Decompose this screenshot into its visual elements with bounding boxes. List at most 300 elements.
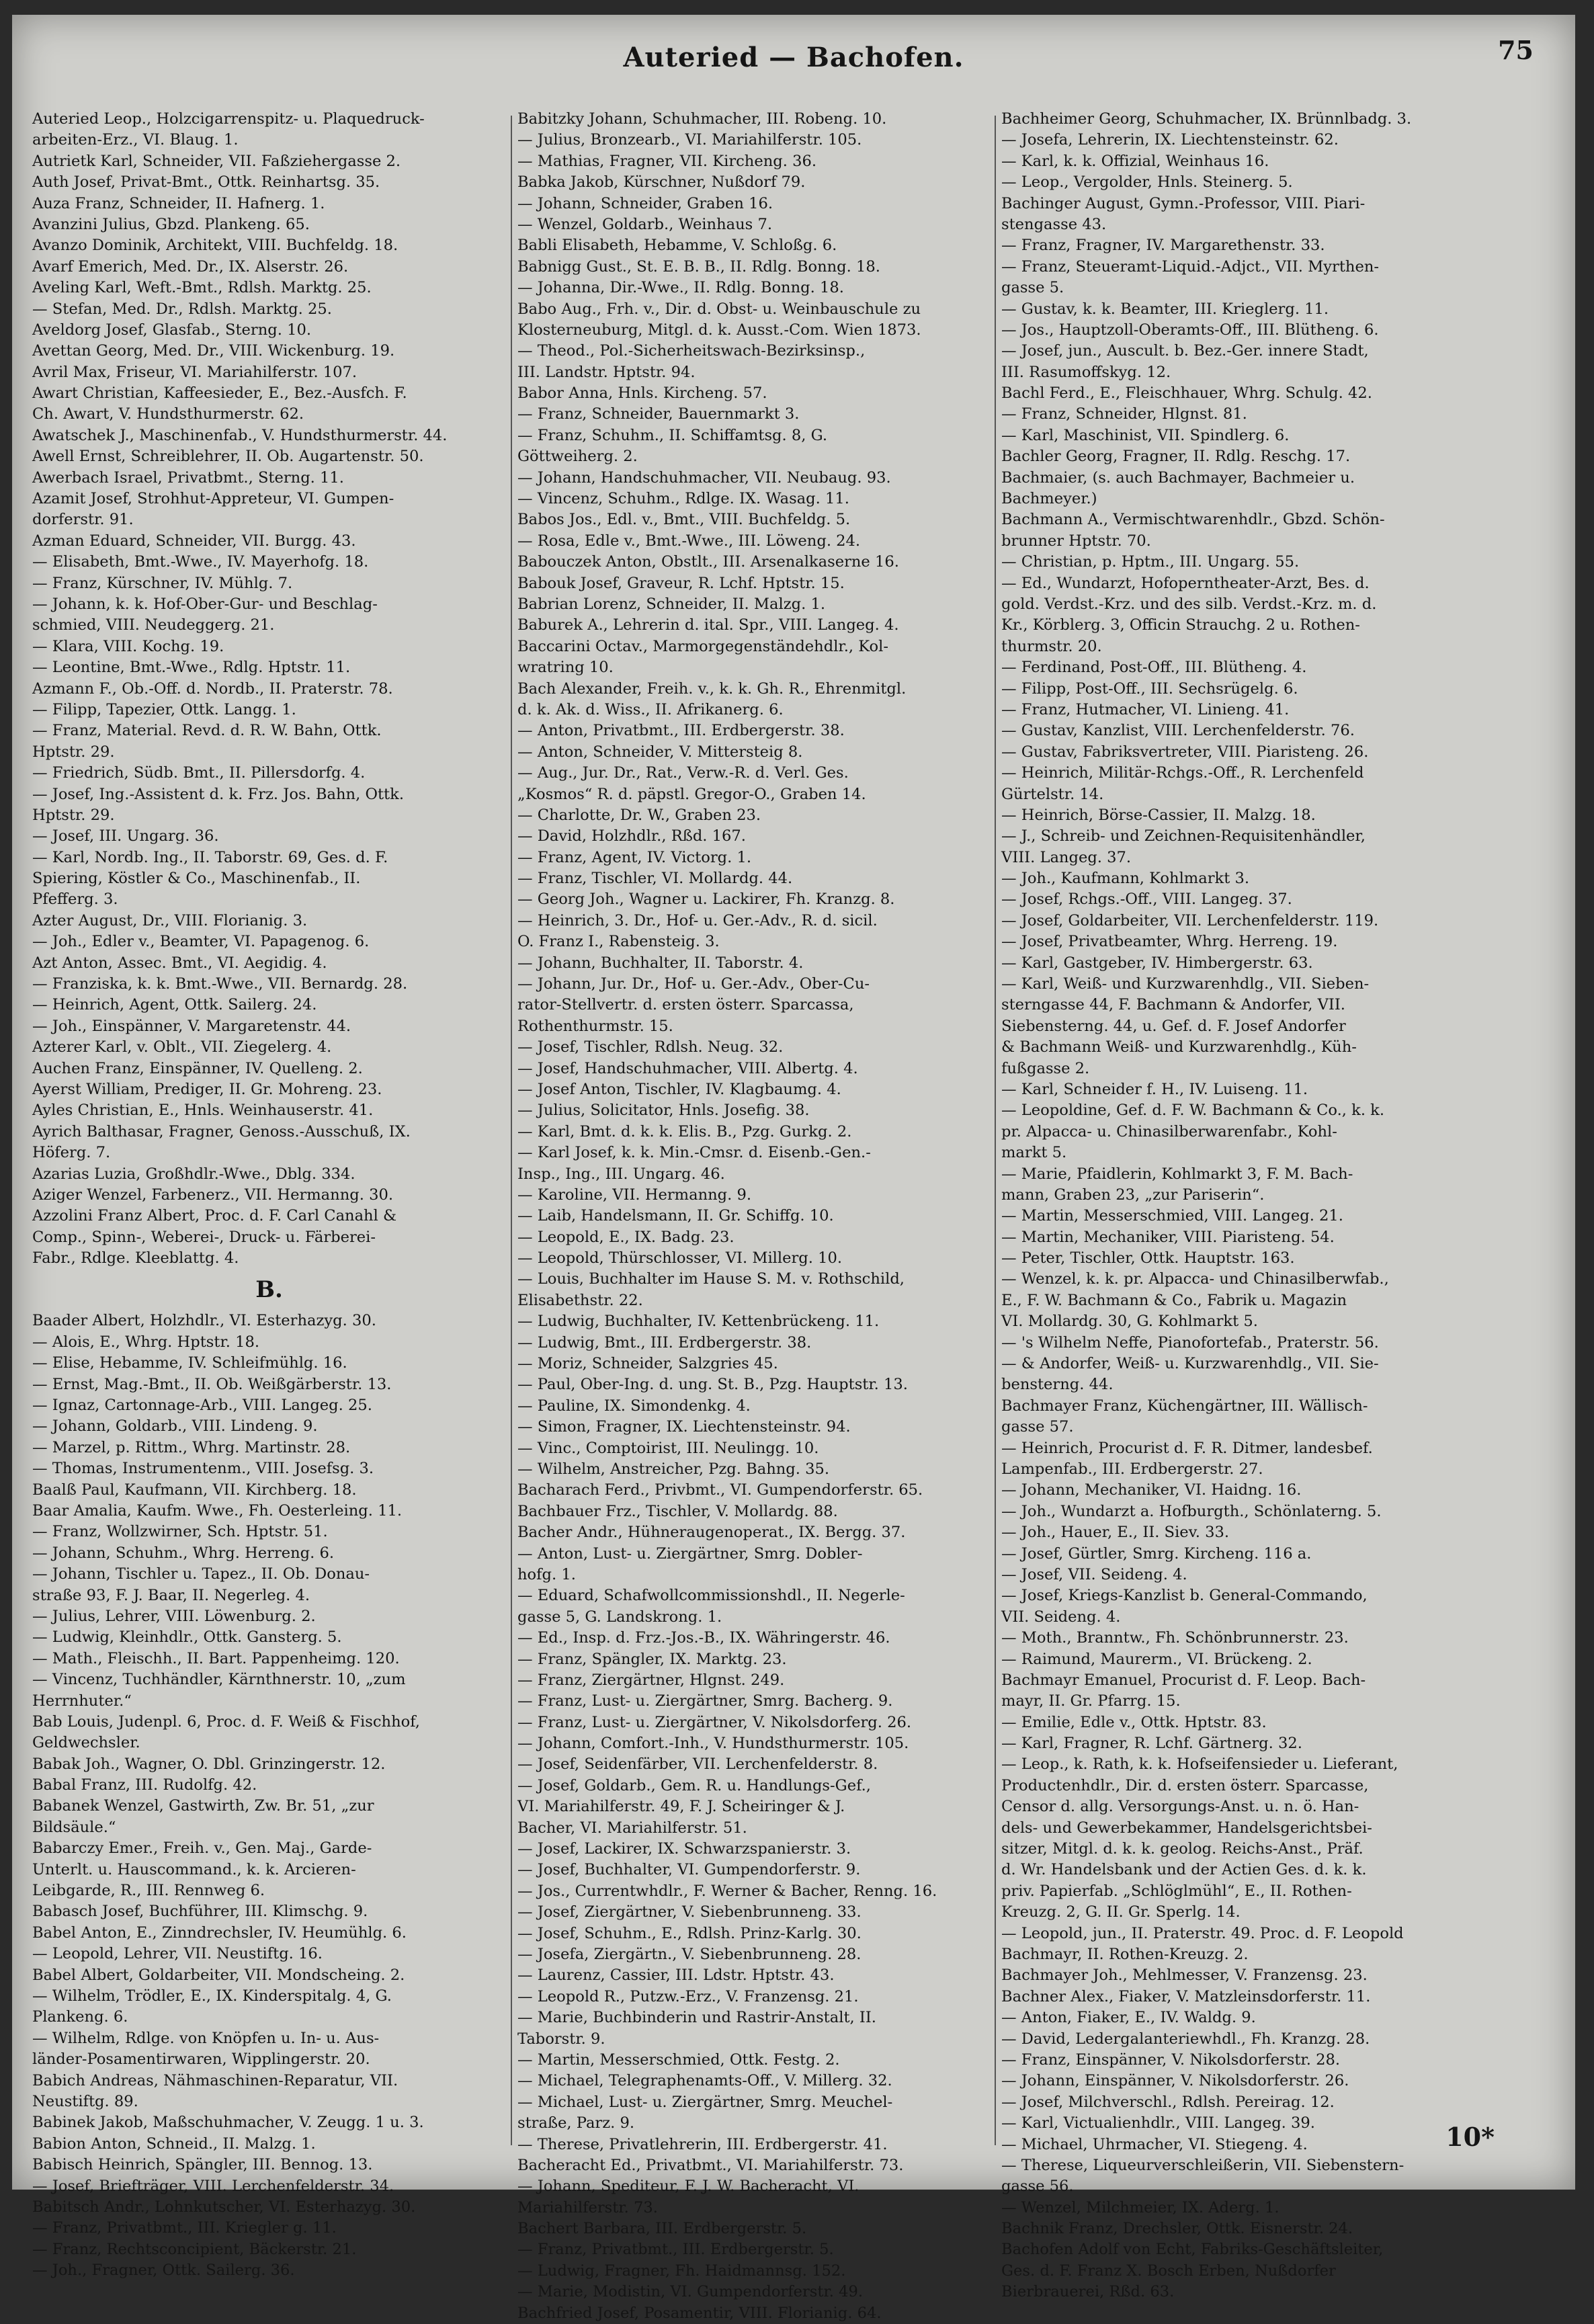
directory-entry-line: Bierbrauerei, Rßd. 63. [1001,2283,1175,2301]
directory-entry-line: d. k. Ak. d. Wiss., II. Afrikanerg. 6. [517,700,784,718]
directory-entry-line: gasse 5. [1001,279,1064,297]
section-heading: B. [255,1276,283,1304]
directory-entry-line: Babitzky Johann, Schuhmacher, III. Robeng. 10. [517,110,887,128]
directory-entry-line: — Josef Anton, Tischler, IV. Klagbaumg. 4. [517,1080,841,1098]
directory-entry-line: — Karl, Victualienhdlr., VIII. Langeg. 39. [1001,2114,1315,2132]
directory-entry-line: Bacher, VI. Mariahilferstr. 51. [517,1819,747,1837]
directory-entry-line: Gürtelstr. 14. [1001,785,1104,803]
directory-entry-line: Babor Anna, Hnls. Kircheng. 57. [517,384,767,403]
directory-entry-line: Azterer Karl, v. Oblt., VII. Ziegelerg. 4. [32,1038,332,1056]
directory-entry-line: — Karl, Gastgeber, IV. Himbergerstr. 63. [1001,954,1313,972]
column-middle [517,109,991,2324]
directory-entry-line: — Vincenz, Tuchhändler, Kärnthnerstr. 10, „zum [32,1671,406,1689]
directory-entry-line: — Karl, Schneider f. H., IV. Luiseng. 11. [1001,1080,1308,1098]
directory-entry-line: sterngasse 44, F. Bachmann & Andorfer, VII. [1001,996,1345,1014]
directory-entry-line: & Bachmann Weiß- und Kurzwarenhdlg., Küh- [1001,1038,1357,1056]
directory-entry-line: — Joh., Fragner, Ottk. Sailerg. 36. [32,2261,295,2280]
directory-entry-line: — Karl, Maschinist, VII. Spindlerg. 6. [1001,426,1290,444]
directory-entry-line: Baalß Paul, Kaufmann, VII. Kirchberg. 18. [32,1481,357,1499]
directory-entry-line: Bachmayr, II. Rothen-Kreuzg. 2. [1001,1945,1249,1963]
directory-entry-line: Höferg. 7. [32,1144,111,1162]
page-number: 75 [1498,35,1534,65]
directory-entry-line: — Martin, Mechaniker, VIII. Piaristeng. 54. [1001,1228,1335,1246]
directory-entry-line: — Emilie, Edle v., Ottk. Hptstr. 83. [1001,1713,1267,1731]
directory-entry-line: Ayrich Balthasar, Fragner, Genoss.-Ausschuß, IX. [32,1122,411,1140]
directory-entry-line: — Franz, Material. Revd. d. R. W. Bahn, Ottk. [32,722,382,740]
directory-entry-line: — Leontine, Bmt.-Wwe., Rdlg. Hptstr. 11. [32,659,351,677]
directory-entry-line: — Heinrich, Militär-Rchgs.-Off., R. Lerchenfeld [1001,764,1364,782]
column-divider [511,116,512,2145]
directory-entry-line: — Simon, Fragner, IX. Liechtensteinstr. 94. [517,1418,851,1436]
directory-entry-line: Mariahilferstr. 73. [517,2198,658,2216]
directory-entry-line: — Joh., Einspänner, V. Margaretenstr. 44. [32,1017,351,1035]
directory-entry-line: gasse 56. [1001,2177,1074,2196]
directory-entry-line: — David, Holzhdlr., Rßd. 167. [517,827,746,845]
directory-entry-line: — Johann, Schuhm., Whrg. Herreng. 6. [32,1544,335,1562]
directory-entry-line: — Marie, Modistin, VI. Gumpendorferstr. 49. [517,2283,864,2301]
directory-entry-line: wratring 10. [517,659,614,677]
directory-entry-line: III. Landstr. Hptstr. 94. [517,363,696,381]
directory-entry-line: — Michael, Telegraphenamts-Off., V. Millerg. 32. [517,2072,892,2090]
directory-entry-line: — Josefa, Lehrerin, IX. Liechtensteinstr. 62. [1001,131,1339,149]
directory-entry-line: — Johann, Comfort.-Inh., V. Hundsthurmerstr. 105. [517,1735,909,1753]
directory-entry-line: — Ludwig, Buchhalter, IV. Kettenbrückeng. 11. [517,1313,880,1331]
directory-entry-line: Plankeng. 6. [32,2008,128,2026]
directory-entry-line: — Ignaz, Cartonnage-Arb., VIII. Langeg. 25. [32,1397,372,1415]
directory-entry-line: Fabr., Rdlge. Kleeblattg. 4. [32,1249,239,1268]
directory-entry-line: Babich Andreas, Nähmaschinen-Reparatur, VII. [32,2071,398,2089]
directory-entry-line: — Josef, Briefträger, VIII. Lerchenfelderstr. 34. [32,2177,394,2195]
directory-entry-line: „Kosmos“ R. d. päpstl. Gregor-O., Graben 14. [517,785,866,803]
directory-entry-line: Avarf Emerich, Med. Dr., IX. Alserstr. 26. [32,257,349,276]
directory-entry-line: — Therese, Privatlehrerin, III. Erdbergerstr. 41. [517,2135,888,2153]
column-right [1001,109,1475,2303]
directory-entry-line: priv. Papierfab. „Schlöglmühl“, E., II. Rothen- [1001,1882,1352,1900]
directory-entry-line: Insp., Ing., III. Ungarg. 46. [517,1165,725,1183]
directory-entry-line: Bachert Barbara, III. Erdbergerstr. 5. [517,2220,807,2238]
directory-entry-line: — Jos., Currentwhdlr., F. Werner & Bacher, Renng. 16. [517,1882,937,1900]
directory-entry-line: stengasse 43. [1001,215,1107,233]
directory-entry-line: III. Rasumoffskyg. 12. [1001,363,1171,381]
directory-entry-line: — Johann, Schneider, Graben 16. [517,194,773,212]
directory-entry-line: — Rosa, Edle v., Bmt.-Wwe., III. Löweng. 24. [517,532,861,550]
directory-entry-line: Avanzo Dominik, Architekt, VIII. Buchfeldg. 18. [32,237,398,255]
directory-entry-line: Leibgarde, R., III. Rennweg 6. [32,1882,265,1900]
directory-entry-line: — Laurenz, Cassier, III. Ldstr. Hptstr. 43. [517,1966,835,1985]
directory-entry-line: — Franz, Einspänner, V. Nikolsdorferstr. 28. [1001,2050,1341,2069]
directory-entry-line: — Franz, Schuhm., II. Schiffamtsg. 8, G. [517,426,828,444]
directory-entry-line: — Christian, p. Hptm., III. Ungarg. 55. [1001,553,1300,571]
directory-entry-line: — Josef, Goldarb., Gem. R. u. Handlungs-Gef., [517,1776,871,1794]
directory-entry-line: — Josef, Milchverschl., Rdlsh. Pereirag. 12. [1001,2093,1335,2111]
directory-entry-line: — Filipp, Tapezier, Ottk. Langg. 1. [32,700,296,718]
directory-entry-line: hofg. 1. [517,1565,576,1583]
directory-entry-line: Bachler Georg, Fragner, II. Rdlg. Reschg. 17. [1001,448,1351,466]
directory-entry-line: — Franz, Privatbmt., III. Erdbergerstr. 5. [517,2241,834,2259]
directory-entry-line: Bachinger August, Gymn.-Professor, VIII. Piari- [1001,194,1366,212]
directory-entry-line: — Josef, Rchgs.-Off., VIII. Langeg. 37. [1001,890,1292,909]
directory-entry-line: Bacharach Ferd., Privbmt., VI. Gumpendorferstr. 65. [517,1481,923,1499]
directory-entry-line: straße 93, F. J. Baar, II. Negerleg. 4. [32,1586,310,1604]
directory-entry-line: — Josef, III. Ungarg. 36. [32,827,219,845]
directory-entry-line: Neustiftg. 89. [32,2092,138,2110]
page-header: Auteried — Bachofen. [623,42,964,73]
directory-entry-line: — Leop., k. Rath, k. k. Hofseifensieder u. Lieferant, [1001,1755,1398,1774]
directory-entry-line: Awerbach Israel, Privatbmt., Sterng. 11. [32,468,344,487]
directory-entry-line: — Josef, Tischler, Rdlsh. Neug. 32. [517,1038,784,1056]
directory-entry-line: Bachnik Franz, Drechsler, Ottk. Eisnerstr. 24. [1001,2220,1353,2238]
directory-entry-line: — Franz, Schneider, Bauernmarkt 3. [517,405,800,423]
directory-entry-line: — Heinrich, Procurist d. F. R. Ditmer, landesbef. [1001,1439,1373,1457]
directory-entry-line: Babasch Josef, Buchführer, III. Klimschg. 9. [32,1903,368,1921]
directory-entry-line: Klosterneuburg, Mitgl. d. k. Ausst.-Com. Wien 1873. [517,321,921,339]
directory-entry-line: Aveldorg Josef, Glasfab., Sterng. 10. [32,321,312,339]
directory-entry-line: — & Andorfer, Weiß- u. Kurzwarenhdlg., VII. Sie- [1001,1355,1379,1373]
directory-entry-line: Bachofen Adolf von Echt, Fabriks-Geschäftsleiter, [1001,2241,1384,2259]
directory-entry-line: Babos Jos., Edl. v., Bmt., VIII. Buchfeldg. 5. [517,511,851,529]
directory-entry-line: — Heinrich, Börse-Cassier, II. Malzg. 18. [1001,806,1316,824]
directory-entry-line: VI. Mariahilferstr. 49, F. J. Scheiringer & J. [517,1798,845,1816]
directory-entry-line: pr. Alpacca- u. Chinasilberwarenfabr., Kohl- [1001,1122,1337,1140]
directory-entry-line: — Franz, Hutmacher, VI. Linieng. 41. [1001,700,1290,718]
directory-entry-line: VI. Mollardg. 30, G. Kohlmarkt 5. [1001,1313,1258,1331]
directory-entry-line: Babel Anton, E., Zinndrechsler, IV. Heumühlg. 6. [32,1923,407,1942]
directory-entry-line: VII. Seideng. 4. [1001,1608,1121,1626]
directory-entry-line: — Josef, Gürtler, Smrg. Kircheng. 116 a. [1001,1544,1312,1563]
directory-entry-line: Bachmayer Joh., Mehlmesser, V. Franzensg. 23. [1001,1966,1368,1985]
directory-entry-line: — Leopold, Lehrer, VII. Neustiftg. 16. [32,1945,323,1963]
directory-entry-line: — Peter, Tischler, Ottk. Hauptstr. 163. [1001,1249,1295,1268]
directory-entry-line: — Friedrich, Südb. Bmt., II. Pillersdorfg. 4. [32,764,366,782]
directory-entry-line: — Wenzel, Milchmeier, IX. Aderg. 1. [1001,2198,1280,2216]
directory-entry-line: Bachmaier, (s. auch Bachmayer, Bachmeier u. [1001,468,1355,487]
directory-entry-line: — Joh., Hauer, E., II. Siev. 33. [1001,1524,1230,1542]
directory-entry-line: Babouk Josef, Graveur, R. Lchf. Hptstr. 15. [517,574,845,592]
directory-page [12,15,1575,2322]
directory-entry-line: — Franz, Kürschner, IV. Mühlg. 7. [32,574,293,592]
directory-entry-line: bensterng. 44. [1001,1376,1114,1394]
directory-entry-line: schmied, VIII. Neudeggerg. 21. [32,616,275,634]
directory-entry-line: — Elise, Hebamme, IV. Schleifmühlg. 16. [32,1354,347,1372]
directory-entry-line: — Julius, Solicitator, Hnls. Josefig. 38. [517,1102,810,1120]
directory-entry-line: sitzer, Mitgl. d. k. k. geolog. Reichs-Anst., Präf. [1001,1840,1364,1858]
directory-entry-line: Bacher Andr., Hühneraugenoperat., IX. Bergg. 37. [517,1524,906,1542]
directory-entry-line: — Karoline, VII. Hermanng. 9. [517,1186,752,1204]
directory-entry-line: — Josef, Kriegs-Kanzlist b. General-Commando, [1001,1587,1368,1605]
signature-mark: 10* [1445,2122,1495,2152]
directory-entry-line: — Leop., Vergolder, Hnls. Steinerg. 5. [1001,173,1293,192]
directory-entry-line: gasse 5, G. Landskrong. 1. [517,1608,722,1626]
directory-entry-line: — Wenzel, Goldarb., Weinhaus 7. [517,215,772,233]
directory-entry-line: Taborstr. 9. [517,2030,605,2048]
directory-entry-line: — Joh., Kaufmann, Kohlmarkt 3. [1001,870,1250,888]
directory-entry-line: — Josef, VII. Seideng. 4. [1001,1565,1187,1583]
directory-entry-line: Babal Franz, III. Rudolfg. 42. [32,1776,257,1794]
directory-entry-line: Avettan Georg, Med. Dr., VIII. Wickenburg. 19. [32,342,395,360]
directory-entry-line: Awart Christian, Kaffeesieder, E., Bez.-Ausfch. F. [32,384,407,403]
directory-entry-line: — Franz, Tischler, VI. Mollardg. 44. [517,870,793,888]
directory-entry-line: — Theod., Pol.-Sicherheitswach-Bezirksinsp., [517,342,866,360]
directory-entry-line: — Johann, Einspänner, V. Nikolsdorferstr. 26. [1001,2072,1349,2090]
directory-entry-line: Herrnhuter.“ [32,1692,132,1710]
directory-entry-line: mann, Graben 23, „zur Pariserin“. [1001,1186,1265,1204]
directory-entry-line: Azt Anton, Assec. Bmt., VI. Aegidig. 4. [32,954,327,972]
directory-entry-line: — Johann, Jur. Dr., Hof- u. Ger.-Adv., Ober-Cu- [517,975,870,993]
directory-entry-line: — Marzel, p. Rittm., Whrg. Martinstr. 28. [32,1438,351,1456]
directory-entry-line: — Michael, Lust- u. Ziergärtner, Smrg. Meuchel- [517,2093,893,2111]
directory-entry-line: Pfefferg. 3. [32,890,118,909]
directory-entry-line: — Franz, Schneider, Hlgnst. 81. [1001,405,1247,423]
directory-entry-line: — Karl, Weiß- und Kurzwarenhdlg., VII. Sieben- [1001,975,1370,993]
directory-entry-line: — Ed., Wundarzt, Hofoperntheater-Arzt, Bes. d. [1001,574,1370,592]
directory-entry-line: Spiering, Köstler & Co., Maschinenfab., II. [32,870,361,888]
directory-entry-line: gold. Verdst.-Krz. und des silb. Verdst.-Krz. m. d. [1001,595,1377,613]
directory-entry-line: — J., Schreib- und Zeichnen-Requisitenhändler, [1001,827,1366,845]
directory-entry-line: — Leopold, jun., II. Praterstr. 49. Proc. d. F. Leopold [1001,1924,1404,1942]
directory-entry-line: Bachmayer Franz, Küchengärtner, III. Wällisch- [1001,1397,1368,1415]
directory-entry-line: — Wenzel, k. k. pr. Alpacca- und Chinasilberwfab., [1001,1270,1389,1288]
directory-entry-line: Ges. d. F. Franz X. Bosch Erben, Nußdorfer [1001,2261,1336,2280]
directory-entry-line: — Wilhelm, Anstreicher, Pzg. Bahng. 35. [517,1460,830,1478]
directory-entry-line: Azman Eduard, Schneider, VII. Burgg. 43. [32,532,356,550]
directory-entry-line: markt 5. [1001,1144,1067,1162]
directory-entry-line: Auth Josef, Privat-Bmt., Ottk. Reinhartsg. 35. [32,173,380,192]
directory-entry-line: — Johann, Tischler u. Tapez., II. Ob. Donau- [32,1565,370,1583]
directory-entry-line: E., F. W. Bachmann & Co., Fabrik u. Magazin [1001,1291,1347,1309]
directory-entry-line: — Franz, Wollzwirner, Sch. Hptstr. 51. [32,1523,328,1541]
directory-entry-line: Babnigg Gust., St. E. B. B., II. Rdlg. Bonng. 18. [517,257,880,276]
directory-entry-line: — Filipp, Post-Off., III. Sechsrügelg. 6. [1001,679,1298,698]
directory-entry-line: — Karl, Bmt. d. k. k. Elis. B., Pzg. Gurkg. 2. [517,1122,852,1140]
directory-entry-line: Auchen Franz, Einspänner, IV. Quelleng. 2. [32,1059,363,1077]
directory-entry-line: — Mathias, Fragner, VII. Kircheng. 36. [517,152,817,170]
directory-entry-line: — Ferdinand, Post-Off., III. Blütheng. 4. [1001,659,1307,677]
directory-entry-line: — Josef, Seidenfärber, VII. Lerchenfelderstr. 8. [517,1755,878,1774]
directory-entry-line: mayr, II. Gr. Pfarrg. 15. [1001,1692,1181,1710]
directory-entry-line: — Leopoldine, Gef. d. F. W. Bachmann & Co., k. k. [1001,1102,1385,1120]
directory-entry-line: Awatschek J., Maschinenfab., V. Hundsthurmerstr. 44. [32,426,448,444]
directory-entry-line: — Louis, Buchhalter im Hause S. M. v. Rothschild, [517,1270,905,1288]
directory-entry-line: — Anton, Lust- u. Ziergärtner, Smrg. Dobler- [517,1544,863,1563]
directory-entry-line: — Marie, Buchbinderin und Rastrir-Anstalt, II. [517,2009,876,2027]
directory-entry-line: rator-Stellvertr. d. ersten österr. Sparcassa, [517,996,854,1014]
directory-entry-line: — Julius, Lehrer, VIII. Löwenburg. 2. [32,1607,316,1625]
directory-entry-line: — Julius, Bronzearb., VI. Mariahilferstr. 105. [517,131,862,149]
directory-entry-line: Aveling Karl, Weft.-Bmt., Rdlsh. Marktg. 25. [32,279,372,297]
directory-entry-line: brunner Hptstr. 70. [1001,532,1151,550]
directory-entry-line: Azmann F., Ob.-Off. d. Nordb., II. Praterstr. 78. [32,679,393,698]
directory-entry-line: Auza Franz, Schneider, II. Hafnerg. 1. [32,194,325,212]
directory-entry-line: — Anton, Fiaker, E., IV. Waldg. 9. [1001,2009,1256,2027]
directory-entry-line: — Johann, Goldarb., VIII. Lindeng. 9. [32,1417,318,1436]
directory-entry-line: straße, Parz. 9. [517,2114,635,2132]
directory-entry-line: — Ernst, Mag.-Bmt., II. Ob. Weißgärberstr. 13. [32,1375,392,1393]
directory-entry-line: — Wilhelm, Rdlge. von Knöpfen u. In- u. Aus- [32,2029,380,2047]
directory-entry-line: — Johanna, Dir.-Wwe., II. Rdlg. Bonng. 18. [517,279,844,297]
directory-entry-line: — Johann, Handschuhmacher, VII. Neubaug. 93. [517,468,891,487]
directory-entry-line: Baccarini Octav., Marmorgegenständehdlr., Kol- [517,637,889,655]
directory-entry-line: Babouczek Anton, Obstlt., III. Arsenalkaserne 16. [517,553,899,571]
directory-entry-line: Censor d. allg. Versorgungs-Anst. u. n. ö. Han- [1001,1798,1359,1816]
directory-entry-line: Unterlt. u. Hauscommand., k. k. Arcieren- [32,1860,356,1878]
directory-entry-line: gasse 57. [1001,1418,1074,1436]
directory-entry-line: — Martin, Messerschmied, VIII. Langeg. 21. [1001,1207,1343,1225]
directory-entry-line: Autrietk Karl, Schneider, VII. Faßziehergasse 2. [32,152,401,170]
directory-entry-line: — Karl, k. k. Offizial, Weinhaus 16. [1001,152,1269,170]
directory-entry-line: — Vinc., Comptoirist, III. Neulingg. 10. [517,1439,819,1457]
directory-entry-line: Azamit Josef, Strohhut-Appreteur, VI. Gumpen- [32,490,394,508]
directory-entry-line: thurmstr. 20. [1001,637,1102,655]
directory-entry-line: Bacheracht Ed., Privatbmt., VI. Mariahilferstr. 73. [517,2156,904,2174]
directory-entry-line: VIII. Langeg. 37. [1001,848,1132,866]
directory-entry-line: — Ludwig, Bmt., III. Erdbergerstr. 38. [517,1333,812,1352]
directory-entry-line: — Josef, Schuhm., E., Rdlsh. Prinz-Karlg. 30. [517,1924,862,1942]
directory-entry-line: — Michael, Uhrmacher, VI. Stiegeng. 4. [1001,2135,1308,2153]
directory-entry-line: Baar Amalia, Kaufm. Wwe., Fh. Oesterleing. 11. [32,1502,403,1520]
directory-entry-line: Bachheimer Georg, Schuhmacher, IX. Brünnlbadg. 3. [1001,110,1412,128]
directory-entry-line: länder-Posamentirwaren, Wipplingerstr. 20. [32,2050,370,2069]
directory-entry-line: — Therese, Liqueurverschleißerin, VII. Siebenstern- [1001,2156,1404,2174]
directory-entry-line: — Elisabeth, Bmt.-Wwe., IV. Mayerhofg. 18. [32,553,369,571]
directory-entry-line: arbeiten-Erz., VI. Blaug. 1. [32,131,239,149]
directory-entry-line: Awell Ernst, Schreiblehrer, II. Ob. Augartenstr. 50. [32,448,424,466]
directory-entry-line: — Laib, Handelsmann, II. Gr. Schiffg. 10. [517,1207,834,1225]
directory-entry-line: Avril Max, Friseur, VI. Mariahilferstr. 107. [32,363,358,381]
directory-entry-line: Bachmayr Emanuel, Procurist d. F. Leop. Bach- [1001,1671,1366,1689]
column-left [32,109,506,2281]
directory-entry-line: — Josef, Privatbeamter, Whrg. Herreng. 19. [1001,933,1338,951]
directory-entry-line: — 's Wilhelm Neffe, Pianofortefab., Praterstr. 56. [1001,1333,1379,1352]
directory-entry-line: — Joh., Edler v., Beamter, VI. Papagenog. 6. [32,933,370,951]
directory-entry-line: — Franz, Spängler, IX. Marktg. 23. [517,1650,787,1668]
directory-entry-line: Productenhdlr., Dir. d. ersten österr. Sparcasse, [1001,1776,1369,1794]
directory-entry-line: Babel Albert, Goldarbeiter, VII. Mondscheing. 2. [32,1966,405,1984]
directory-entry-line: — Pauline, IX. Simondenkg. 4. [517,1397,751,1415]
directory-entry-line: — Raimund, Maurerm., VI. Brückeng. 2. [1001,1650,1312,1668]
directory-entry-line: Kr., Körblerg. 3, Officin Strauchg. 2 u. Rothen- [1001,616,1360,634]
directory-entry-line: — Moriz, Schneider, Salzgries 45. [517,1355,778,1373]
directory-entry-line: Bachmeyer.) [1001,490,1097,508]
directory-entry-line: Babo Aug., Frh. v., Dir. d. Obst- u. Weinbauschule zu [517,300,921,318]
directory-entry-line: — Martin, Messerschmied, Ottk. Festg. 2. [517,2050,840,2069]
directory-entry-line: Hptstr. 29. [32,743,115,761]
directory-entry-line: — Josef, jun., Auscult. b. Bez.-Ger. innere Stadt, [1001,342,1369,360]
directory-entry-line: Babrian Lorenz, Schneider, II. Malzg. 1. [517,595,826,613]
directory-entry-line: Bach Alexander, Freih. v., k. k. Gh. R., Ehrenmitgl. [517,679,907,698]
directory-entry-line: — Alois, E., Whrg. Hptstr. 18. [32,1333,260,1351]
directory-entry-line: — Franz, Privatbmt., III. Kriegler g. 11. [32,2219,337,2237]
directory-entry-line: Babinek Jakob, Maßschuhmacher, V. Zeugg. 1 u. 3. [32,2114,424,2132]
directory-entry-line: — Franz, Fragner, IV. Margarethenstr. 33. [1001,237,1325,255]
directory-entry-line: Lampenfab., III. Erdbergerstr. 27. [1001,1460,1263,1478]
directory-entry-line: Babion Anton, Schneid., II. Malzg. 1. [32,2134,316,2153]
directory-entry-line: — Karl Josef, k. k. Min.-Cmsr. d. Eisenb.-Gen.- [517,1144,871,1162]
directory-entry-line: Elisabethstr. 22. [517,1291,643,1309]
directory-entry-line: — Leopold, E., IX. Badg. 23. [517,1228,735,1246]
directory-entry-line: — Josef, Buchhalter, VI. Gumpendorferstr. 9. [517,1861,861,1879]
directory-entry-line: — Moth., Branntw., Fh. Schönbrunnerstr. 23. [1001,1629,1349,1647]
directory-entry-line: — Gustav, Kanzlist, VIII. Lerchenfelderstr. 76. [1001,722,1355,740]
directory-entry-line: Babanek Wenzel, Gastwirth, Zw. Br. 51, „zur [32,1797,374,1815]
directory-entry-line: Hptstr. 29. [32,806,115,824]
directory-entry-line: — Gustav, k. k. Beamter, III. Krieglerg. 11. [1001,300,1329,318]
directory-entry-line: — Anton, Privatbmt., III. Erdbergerstr. 38. [517,722,845,740]
directory-entry-line: — Marie, Pfaidlerin, Kohlmarkt 3, F. M. Bach- [1001,1165,1353,1183]
directory-entry-line: Babak Joh., Wagner, O. Dbl. Grinzingerstr. 12. [32,1755,386,1773]
directory-entry-line: dorferstr. 91. [32,511,134,529]
directory-entry-line: — Karl, Nordb. Ing., II. Taborstr. 69, Ges. d. F. [32,848,388,866]
directory-entry-line: — Thomas, Instrumentenm., VIII. Josefsg. 3. [32,1460,374,1478]
directory-entry-line: Kreuzg. 2, G. II. Gr. Sperlg. 14. [1001,1903,1241,1921]
directory-entry-line: — Klara, VIII. Kochg. 19. [32,637,224,655]
directory-entry-line: Göttweiherg. 2. [517,448,638,466]
directory-entry-line: — Franz, Lust- u. Ziergärtner, Smrg. Bacherg. 9. [517,1692,893,1710]
directory-entry-line: Auteried Leop., Holzcigarrenspitz- u. Plaquedruck- [32,110,425,128]
directory-entry-line: Ayles Christian, E., Hnls. Weinhauserstr. 41. [32,1102,374,1120]
directory-entry-line: — Ludwig, Kleinhdlr., Ottk. Gansterg. 5. [32,1628,342,1647]
directory-entry-line: — Josef, Goldarbeiter, VII. Lerchenfelderstr. 119. [1001,911,1379,929]
directory-entry-line: — Franz, Rechtsconcipient, Bäckerstr. 21. [32,2240,357,2258]
directory-entry-line: Bab Louis, Judenpl. 6, Proc. d. F. Weiß & Fischhof, [32,1712,420,1731]
directory-entry-line: — Josefa, Ziergärtn., V. Siebenbrunneng. 28. [517,1945,862,1963]
directory-entry-line: Azter August, Dr., VIII. Florianig. 3. [32,911,308,929]
directory-entry-line: dels- und Gewerbekammer, Handelsgerichtsbei- [1001,1819,1372,1837]
directory-entry-line: — Josef, Ziergärtner, V. Siebenbrunneng. 33. [517,1903,862,1921]
directory-entry-line: — Jos., Hauptzoll-Oberamts-Off., III. Blütheng. 6. [1001,321,1379,339]
directory-entry-line: — Franz, Ziergärtner, Hlgnst. 249. [517,1671,785,1689]
directory-entry-line: — Johann, Mechaniker, VI. Haidng. 16. [1001,1481,1302,1499]
directory-entry-line: O. Franz I., Rabensteig. 3. [517,933,720,951]
directory-entry-line: — Josef, Handschuhmacher, VIII. Albertg. 4. [517,1059,858,1077]
directory-entry-line: Rothenthurmstr. 15. [517,1017,673,1035]
directory-entry-line: — Franz, Agent, IV. Victorg. 1. [517,848,752,866]
directory-entry-line: — Paul, Ober-Ing. d. ung. St. B., Pzg. Hauptstr. 13. [517,1376,908,1394]
directory-entry-line: — Eduard, Schafwollcommissionshdl., II. Negerle- [517,1587,905,1605]
directory-entry-line: — Stefan, Med. Dr., Rdlsh. Marktg. 25. [32,300,332,318]
directory-entry-line: — David, Ledergalanteriewhdl., Fh. Kranzg. 28. [1001,2030,1370,2048]
directory-entry-line: Bachfried Josef, Posamentir, VIII. Florianig. 64. [517,2304,882,2322]
directory-entry-line: Baader Albert, Holzhdlr., VI. Esterhazyg. 30. [32,1312,376,1330]
directory-entry-line: fußgasse 2. [1001,1059,1090,1077]
directory-entry-line: Babitsch Andr., Lohnkutscher, VI. Esterhazyg. 30. [32,2198,416,2216]
directory-entry-line: — Ludwig, Fragner, Fh. Haidmannsg. 152. [517,2261,846,2280]
directory-entry-line: — Vincenz, Schuhm., Rdlge. IX. Wasag. 11. [517,490,849,508]
directory-entry-line: — Heinrich, 3. Dr., Hof- u. Ger.-Adv., R. d. sicil. [517,911,878,929]
directory-entry-line: Azarias Luzia, Großhdlr.-Wwe., Dblg. 334. [32,1165,355,1183]
directory-entry-line: — Wilhelm, Trödler, E., IX. Kinderspitalg. 4, G. [32,1987,392,2005]
directory-entry-line: — Leopold, Thürschlosser, VI. Millerg. 10. [517,1249,843,1268]
directory-entry-line: Avanzini Julius, Gbzd. Plankeng. 65. [32,215,310,233]
directory-entry-line: Babka Jakob, Kürschner, Nußdorf 79. [517,173,806,192]
directory-entry-line: — Leopold R., Putzw.-Erz., V. Franzensg. 21. [517,1987,859,2005]
column-divider [995,116,996,2145]
directory-entry-line: — Franz, Steueramt-Liquid.-Adjct., VII. Myrthen- [1001,257,1380,276]
directory-entry-line: Babarczy Emer., Freih. v., Gen. Maj., Garde- [32,1839,372,1858]
directory-entry-line: — Franziska, k. k. Bmt.-Wwe., VII. Bernardg. 28. [32,975,408,993]
directory-entry-line: Ch. Awart, V. Hundsthurmerstr. 62. [32,405,304,423]
directory-entry-line: Bachl Ferd., E., Fleischhauer, Whrg. Schulg. 42. [1001,384,1372,403]
directory-entry-line: — Joh., Wundarzt a. Hofburgth., Schönlaterng. 5. [1001,1502,1382,1520]
directory-entry-line: Babli Elisabeth, Hebamme, V. Schloßg. 6. [517,237,837,255]
directory-entry-line: d. Wr. Handelsbank und der Actien Ges. d. k. k. [1001,1861,1367,1879]
directory-entry-line: Baburek A., Lehrerin d. ital. Spr., VIII. Langeg. 4. [517,616,899,634]
directory-entry-line: Bachbauer Frz., Tischler, V. Mollardg. 88. [517,1502,838,1520]
directory-entry-line: — Johann, k. k. Hof-Ober-Gur- und Beschlag- [32,595,378,613]
directory-entry-line: — Gustav, Fabriksvertreter, VIII. Piaristeng. 26. [1001,743,1369,761]
directory-entry-line: — Math., Fleischh., II. Bart. Pappenheimg. 120. [32,1649,400,1667]
directory-entry-line: Bachmann A., Vermischtwarenhdlr., Gbzd. Schön- [1001,511,1385,529]
directory-entry-line: Siebensterng. 44, u. Gef. d. F. Josef Andorfer [1001,1017,1346,1035]
